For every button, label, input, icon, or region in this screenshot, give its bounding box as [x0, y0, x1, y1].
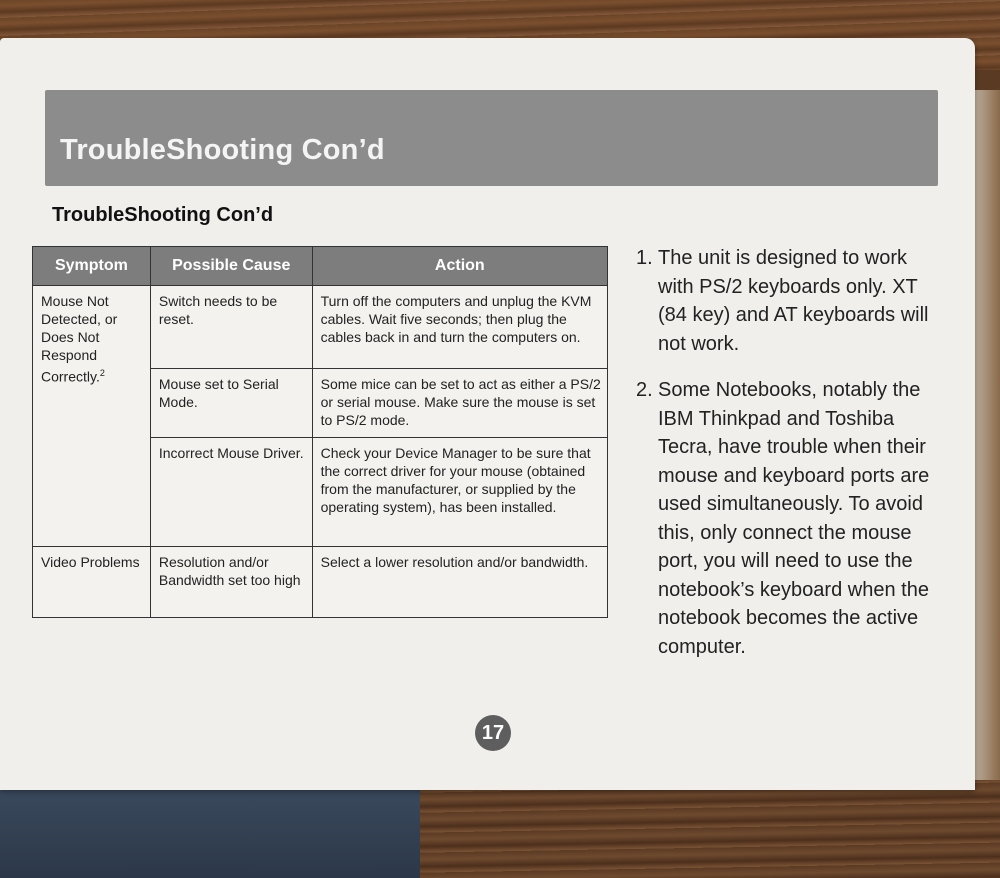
cause-cell: Mouse set to Serial Mode. — [150, 369, 312, 438]
header-symptom: Symptom — [33, 247, 151, 286]
troubleshooting-table — [32, 246, 608, 618]
cause-cell: Resolution and/or Bandwidth set too high — [150, 547, 312, 618]
footnote-number: 1. — [636, 247, 653, 269]
footnote-text: The unit is designed to work with PS/2 keyboards only. XT (84 key) and AT keyboards will not work. — [658, 247, 929, 355]
footnote-1 — [636, 244, 936, 358]
cause-cell: Incorrect Mouse Driver. — [150, 438, 312, 547]
table-row — [33, 286, 608, 369]
header-action: Action — [312, 247, 607, 286]
footnotes — [636, 244, 936, 679]
cause-cell: Switch needs to be reset. — [150, 286, 312, 369]
footnote-text: Some Notebooks, notably the IBM Thinkpad and Toshiba Tecra, have trouble when their mouse and keyboard ports are used simultaneously. To avoid this, only connect the mouse port, you will need to use the notebook’s keyboard when the notebook becomes the active computer. — [658, 379, 930, 658]
table-header-row — [33, 247, 608, 286]
fabric-background — [0, 782, 420, 878]
action-cell: Check your Device Manager to be sure that the correct driver for your mouse (obtained from the manufacturer, or supplied by the operating system), has been installed. — [312, 438, 607, 547]
footnote-number: 2. — [636, 379, 653, 401]
section-heading: TroubleShooting Con’d — [52, 204, 274, 226]
footnote-2 — [636, 376, 936, 661]
table-row — [33, 547, 608, 618]
symptom-cell-video: Video Problems — [33, 547, 151, 618]
footnote-marker: 2 — [99, 368, 105, 378]
action-cell: Some mice can be set to act as either a PS/2 or serial mouse. Make sure the mouse is set to PS/2 mode. — [312, 369, 607, 438]
header-possible-cause: Possible Cause — [150, 247, 312, 286]
symptom-text: Mouse Not Detected, or Does Not Respond Correctly. — [41, 293, 118, 385]
banner-title: TroubleShooting Con’d — [60, 134, 385, 166]
symptom-cell-mouse — [33, 286, 151, 547]
page-number-badge: 17 — [475, 715, 511, 751]
action-cell: Select a lower resolution and/or bandwidth. — [312, 547, 607, 618]
action-cell: Turn off the computers and unplug the KVM cables. Wait five seconds; then plug the cables back in and turn the computers on. — [312, 286, 607, 369]
